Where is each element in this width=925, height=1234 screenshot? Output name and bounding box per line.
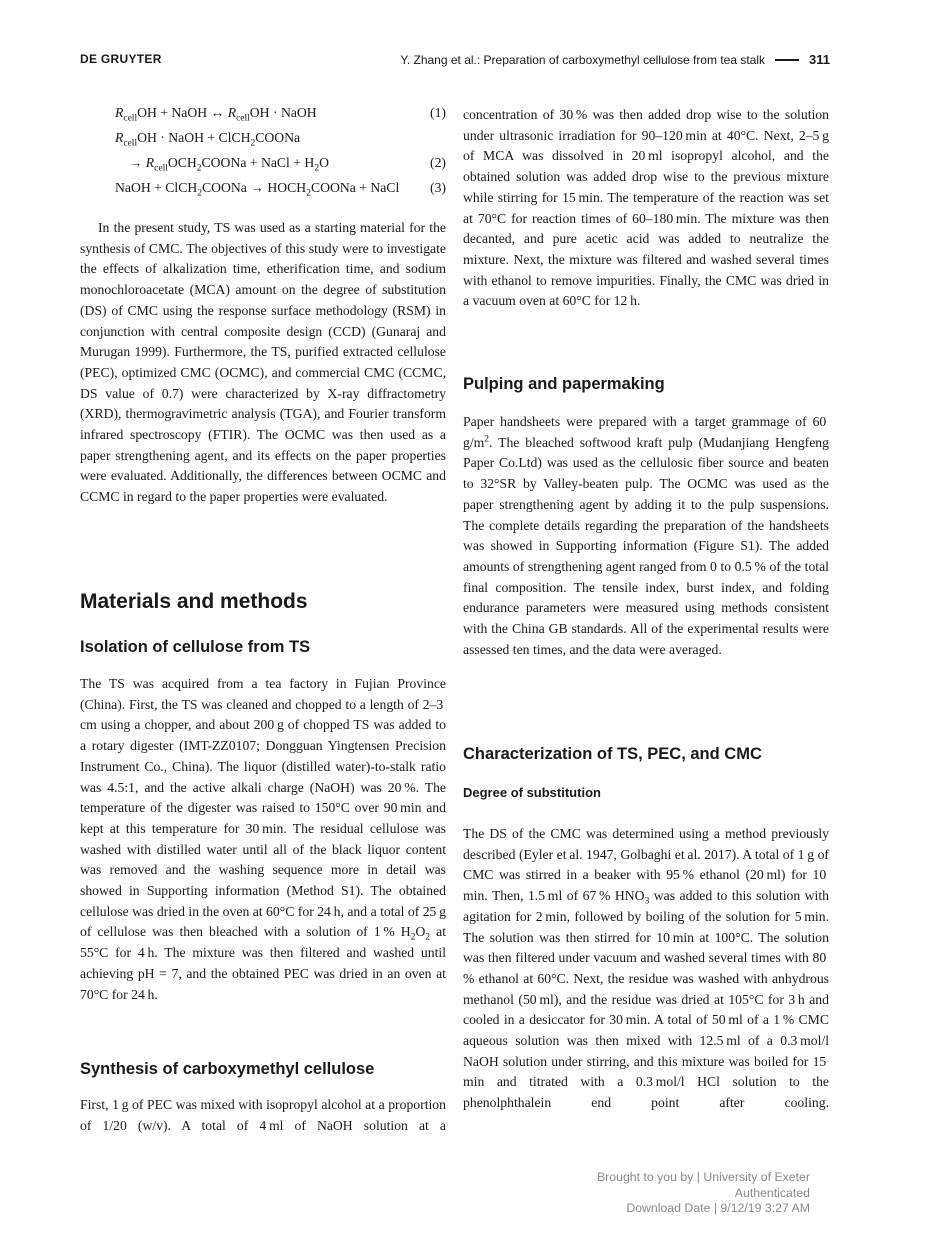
subscript: 2 (314, 163, 320, 174)
subscript: cell (154, 163, 168, 174)
subscript: 3 (644, 896, 650, 907)
footer-authenticated: Authenticated (734, 1185, 810, 1200)
intro-paragraph (80, 218, 446, 508)
equation-body (115, 130, 301, 149)
synthesis-paragraph (80, 1095, 446, 1136)
text-run: Paper handsheets were prepared with a target grammage of 60 g/m (463, 414, 829, 450)
subscript: 2 (425, 933, 431, 944)
italic-symbol: R (227, 105, 237, 120)
subscript: 2 (250, 138, 256, 149)
equation-2b (115, 155, 446, 174)
download-footer (597, 1170, 810, 1217)
subsection-heading-isolation: Isolation of cellulose from TS (80, 638, 311, 656)
superscript: 2 (484, 434, 490, 445)
equation-body (115, 180, 400, 199)
subscript: 2 (196, 163, 202, 174)
ds-paragraph (463, 824, 829, 1114)
text-run: COONa + NaCl + H (201, 155, 315, 170)
running-header (400, 52, 830, 67)
text-run: COONa + NaCl (310, 180, 400, 195)
text-run: NaOH + ClCH (115, 180, 198, 195)
pulping-paragraph (463, 412, 829, 660)
header-rule (775, 59, 799, 61)
text-run: OH · NaOH (249, 105, 317, 120)
equation-2a (115, 130, 446, 149)
text-run: OH + NaOH ↔ (137, 105, 228, 120)
text-run: The TS was acquired from a tea factory in Fujian Province (China). First, the TS was cleaned and chopped to a length of 2–3 cm using a chopper, and about 200 g of chopped TS was added to a rotary digester (IMT-ZZ0107; Dongguan Yingtensen Precision Instrument Co., China). The liquor (distilled water)-to-stalk ratio was 4.5:1, and the active alkali charge (NaOH) was 20 %. The temperature of the digester was raised to 150°C over 90 min and kept at this temperature for 30 min. The residual cellulose was washed with distilled water until all of the black liquor content was removed and the washing sequence more in detail was showed in Supporting information (Method S1). The obtained cellulose was dried in the oven at 60°C for 24 h, and a total of 25 g of cellulose was then bleached with a solution of 1 % H (80, 676, 446, 940)
italic-symbol: R (115, 105, 124, 120)
text-run: In the present study, TS was used as a starting material for the synthesis of CMC. The objectives of this study were to investigate the effects of alkalization time, etherification time, and sodium monochloroacetate (MCA) amount on the degree of substitution (DS) of CMC using the response surface methodology (RSM) in conjunction with central composite design (CCD) (Gunaraj and Murugan 1999). Furthermore, the TS, purified extracted cellulose (PEC), optimized CMC (OCMC), and commercial CMC (CCMC, DS value of 0.7) were characterized by X-ray diffractometry (XRD), thermogravimetric analysis (TGA), and Fourier transform infrared spectroscopy (FTIR). The OCMC was then used as a paper strengthening agent, and its effects on the paper properties were evaluated. Additionally, the differences between OCMC and CCMC in regard to the paper properties were evaluated. (80, 220, 446, 505)
publisher-name: DE GRUYTER (80, 52, 162, 66)
equation-3 (115, 180, 446, 199)
section-heading-materials: Materials and methods (80, 590, 308, 613)
text-run: → (115, 155, 146, 170)
subsection-heading-pulping: Pulping and papermaking (463, 375, 665, 393)
subscript: 2 (410, 933, 416, 944)
footer-provider: Brought to you by | University of Exeter (596, 1170, 810, 1184)
footer-download-date: Download Date | 9/12/19 3:27 AM (626, 1201, 810, 1215)
synthesis-paragraph-continued (463, 105, 829, 312)
equation-body (115, 105, 317, 124)
subsubsection-heading-ds: Degree of substitution (463, 785, 601, 800)
text-run: concentration of 30 % was then added drop wise to the solution under ultrasonic irradiation for 90–120 min at 40°C. Next, 2–5 g of MCA was dissolved in 20 ml isopropyl alcohol, and the obtained solution was added drop wise to the previous mixture while stirring for 15 min. The temperature of the reaction was set at 70°C for reaction times of 60–180 min. The mixture was then decanted, and pure acetic acid was added to neutralize the mixture. Next, the mixture was filtered and washed several times with ethanol to remove impurities. Finally, the CMC was dried in a vacuum oven at 60°C for 12 h. (463, 107, 829, 309)
subscript: 2 (306, 188, 311, 199)
equation-number: (3) (430, 180, 446, 195)
text-run: COONa (255, 130, 301, 145)
text-run: at 55°C for 4 h. The mixture was then filtered and washed until achieving pH = 7, and the obtained PEC was dried in an oven at 70°C for 24 h. (80, 924, 446, 1002)
text-run: . The bleached softwood kraft pulp (Mudanjiang Hengfeng Paper Co.Ltd) was used as the cellulosic fiber source and beaten to 32°SR by Valley-beaten pulp. The OCMC was used as the paper strengthening agent by adding it to the pulp suspensions. The complete details regarding the preparation of the handsheets was showed in Supporting information (Figure S1). The added amounts of strengthening agent ranged from 0 to 0.5 % of the total final composition. The tensile index, burst index, and folding endurance parameters were measured using methods consistent with the China GB standards. All of the experimental results were assessed ten times, and the data were averaged. (463, 434, 829, 657)
isolation-paragraph (80, 674, 446, 1005)
subsection-heading-synthesis: Synthesis of carboxymethyl cellulose (80, 1060, 375, 1078)
text-run: O (319, 155, 329, 170)
subscript: cell (123, 138, 138, 149)
running-title: Y. Zhang et al.: Preparation of carboxymethyl cellulose from tea stalk (400, 52, 766, 67)
text-run: was added to this solution with agitation for 2 min, followed by boiling of the solution for 5 min. The solution was then stirred for 10 min at 100°C. The solution was then filtered under vacuum and washed several times with 80 % ethanol at 60°C. Next, the residue was washed with anhydrous methanol (50 ml), and the residue was dried at 105°C for 3 h and cooled in a desiccator for 30 min. A total of 50 ml of a 1 % CMC aqueous solution was then mixed with 12.5 ml of a 0.3 mol/l NaOH solution under stirring, and this mixture was boiled for 15 min and titrated with a 0.3 mol/l HCl solution to the phenolphthalein end point after cooling. (463, 888, 829, 1111)
italic-symbol: R (145, 155, 155, 170)
text-run: The DS of the CMC was determined using a method previously described (Eyler et al. 1947, Golbaghi et al. 2017). A total of 1 g of CMC was stirred in a beaker with 95 % ethanol (20 ml) for 10 min. Then, 1.5 ml of 67 % HNO (463, 826, 829, 904)
italic-symbol: R (115, 130, 124, 145)
text-run: First, 1 g of PEC was mixed with isopropyl alcohol at a proportion of 1/20 (w/v). A total of 4 ml of NaOH solution at a (80, 1097, 446, 1133)
subscript: cell (123, 113, 138, 124)
text-run: O (415, 924, 426, 940)
page-number: 311 (809, 52, 830, 67)
equation-1 (115, 105, 446, 124)
equation-number: (1) (430, 105, 446, 120)
equation-body (115, 155, 329, 174)
subscript: cell (236, 113, 250, 124)
text-run: OH · NaOH + ClCH (137, 130, 251, 145)
text-run: COONa → HOCH (202, 180, 307, 195)
text-run: OCH (167, 155, 197, 170)
equation-number: (2) (430, 155, 446, 170)
subscript: 2 (197, 188, 202, 199)
subsection-heading-characterization: Characterization of TS, PEC, and CMC (463, 745, 762, 763)
